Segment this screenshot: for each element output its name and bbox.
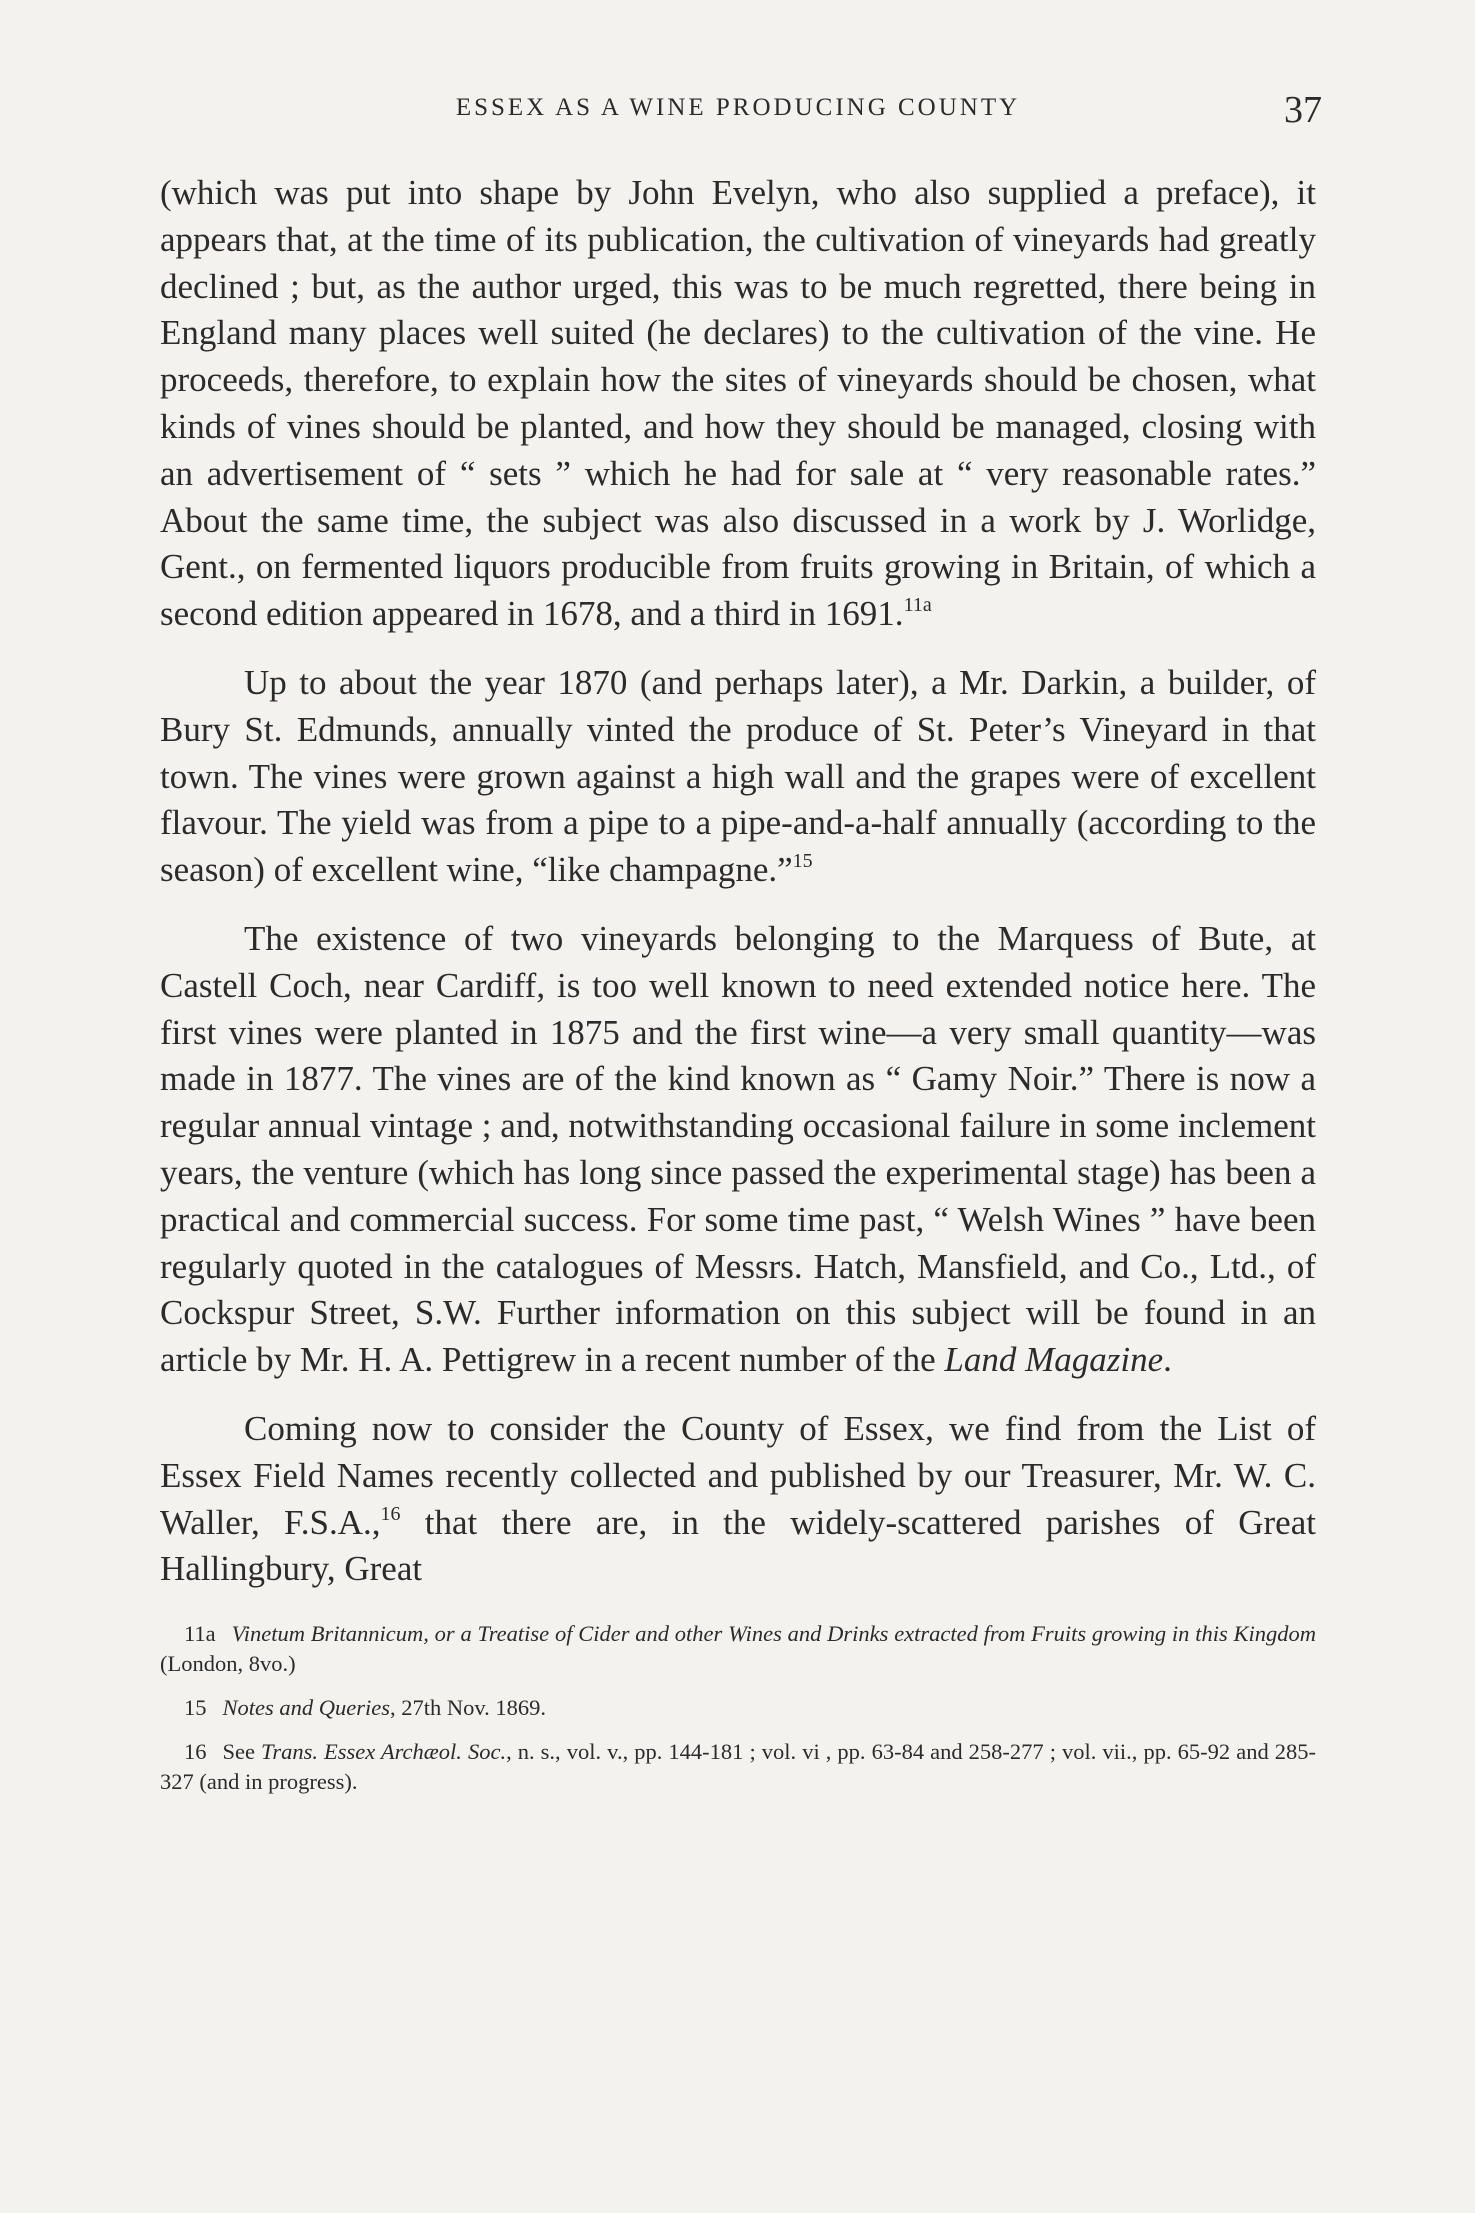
paragraph-4-text-b: that there are, in the widely-scattered parishes of Great Hallingbury, Great [160,1502,1316,1589]
paragraph-3 [160,916,1316,1384]
footnote-title: Notes and Queries [222,1695,390,1721]
paragraph-3-text: The existence of two vineyards belonging to the Marquess of Bute, at Castell Coch, near Cardiff, is too well known to need extended notice here. The first vines were planted in 1875 and the first wine—a very small quantity—was made in 1877. The vines are of the kind known as “ Gamy Noir.” There is now a regular annual vintage ; and, notwithstanding occasional failure in some inclement years, the venture (which has long since passed the experimental stage) has been a practical and commercial success. For some time past, “ Welsh Wines ” have been regularly quoted in the catalogues of Messrs. Hatch, Mansfield, and Co., Ltd., of Cockspur Street, S.W. Further information on this subject will be found in an article by Mr. H. A. Pettigrew in a recent number of the [160,918,1316,1380]
footnote-text: , n. s., vol. v., pp. 144-181 ; vol. vi , pp. 63-84 and 258-277 ; vol. vii., pp. 65-92 and 285-327 (and in progress). [160,1739,1316,1795]
running-head: ESSEX AS A WINE PRODUCING COUNTY [455,94,1021,121]
body-text [160,170,1316,1593]
footnote-mark: 15 [184,1695,207,1721]
paragraph-4 [160,1406,1316,1593]
paragraph-4-text-a: Coming now to consider the County of Essex, we find from the List of Essex Field Names recently collected and published by our Treasurer, Mr. W. C. Waller, F.S.A., [160,1408,1316,1542]
book-page [160,88,1322,1797]
footnote-mark: 11a [184,1621,216,1647]
footnote-15 [160,1693,1316,1723]
footnote-ref-16: 16 [380,1502,401,1525]
paragraph-2-text: Up to about the year 1870 (and perhaps later), a Mr. Darkin, a builder, of Bury St. Edmunds, annually vinted the produce of St. Peter’s Vineyard in that town. The vines were grown against a high wall and the grapes were of excellent flavour. The yield was from a pipe to a pipe-and-a-half annually (according to the season) of excellent wine, “like champagne.” [160,662,1316,890]
land-magazine-title: Land Magazine [944,1340,1164,1380]
page-header [160,88,1322,148]
footnote-mark: 16 [184,1739,207,1765]
footnote-title: Vinetum Britannicum, or a Treatise of Cider and other Wines and Drinks extracted from Fruits growing in this Kingdom [231,1621,1316,1647]
footnote-11a [160,1619,1316,1679]
footnote-16 [160,1737,1316,1797]
paragraph-2 [160,660,1316,894]
paragraph-1 [160,170,1316,638]
footnotes [160,1619,1316,1797]
footnote-pre: See [222,1739,262,1765]
footnote-title: Trans. Essex Archæol. Soc. [261,1739,507,1765]
footnote-ref-15: 15 [792,850,813,873]
footnote-text: (London, 8vo.) [160,1651,296,1677]
paragraph-1-text: (which was put into shape by John Evelyn, who also supplied a preface), it appears that, at the time of its publication, the cultivation of vineyards had greatly declined ; but, as the author urged, this was to be much regretted, there being in England many places well suited (he declares) to the cultivation of the vine. He proceeds, therefore, to explain how the sites of vineyards should be chosen, what kinds of vines should be planted, and how they should be managed, closing with an advertisement of “ sets ” which he had for sale at “ very reasonable rates.” About the same time, the subject was also discussed in a work by J. Worlidge, Gent., on fermented liquors producible from fruits growing in Britain, of which a second edition appeared in 1678, and a third in 1691. [160,173,1316,634]
footnote-ref-11a: 11a [903,594,932,617]
paragraph-3-end: . [1163,1340,1172,1380]
page-number: 37 [1284,89,1322,131]
footnote-text: , 27th Nov. 1869. [390,1695,547,1721]
